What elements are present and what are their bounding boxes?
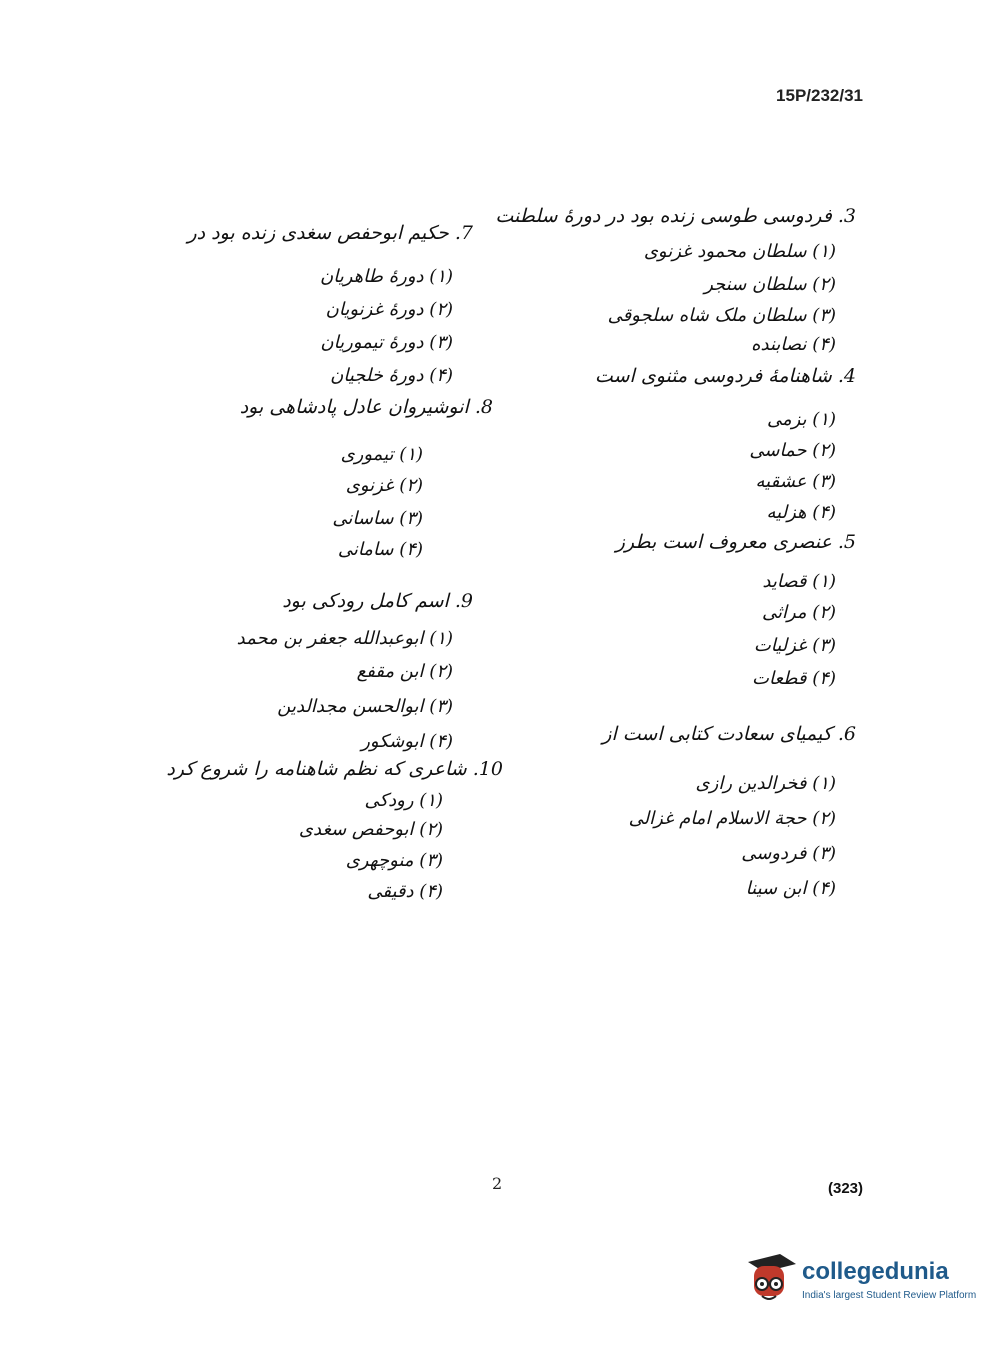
left-column [143, 222, 503, 902]
option: (۱) رودکی [364, 790, 443, 811]
option: (۳) فردوسی [741, 843, 836, 864]
paper-code: 15P/232/31 [776, 86, 863, 105]
question-8 [143, 396, 493, 560]
option: (۱) سلطان محمود غزنوی [643, 241, 836, 262]
option: (۲) سلطان سنجر [704, 274, 836, 295]
option: (۲) ابوحفص سغدی [298, 819, 443, 840]
option: (۳) منوچهری [345, 850, 443, 871]
question-9 [143, 590, 473, 752]
question-7 [143, 222, 473, 386]
question-text: 8. انوشیروان عادل پادشاهی بود [239, 396, 493, 418]
option: (۱) قصاید [762, 571, 836, 592]
question-text: 9. اسم کامل رودکی بود [282, 590, 473, 612]
option: (۳) عشقیه [755, 471, 836, 492]
option: (۳) غزلیات [753, 635, 836, 656]
option: (۲) دورهٔ غزنویان [325, 299, 453, 320]
option: (۲) ابن مقفع [356, 661, 453, 682]
question-5 [556, 531, 856, 689]
option: (۴) ابن سینا [745, 878, 836, 899]
option: (۱) فخرالدین رازی [695, 773, 836, 794]
question-text: 7. حکیم ابوحفص سغدی زنده بود در [187, 222, 473, 244]
mascot-icon [740, 1250, 800, 1310]
question-10 [143, 758, 503, 902]
option: (۱) ابوعبدالله جعفر بن محمد [236, 628, 453, 649]
question-6 [556, 723, 856, 899]
option: (۴) قطعات [752, 668, 836, 689]
question-text: 6. کیمیای سعادت کتابی است از [602, 723, 856, 745]
page-number: 2 [492, 1174, 503, 1193]
option: (۳) ساسانی [332, 508, 423, 529]
question-text: 5. عنصری معروف است بطرز [615, 531, 856, 553]
question-4 [556, 365, 856, 523]
option: (۳) دورهٔ تیموریان [320, 332, 453, 353]
question-text: 4. شاهنامهٔ فردوسی مثنوی است [594, 365, 856, 387]
collegedunia-logo [740, 1250, 977, 1310]
option: (۴) دقیقی [367, 881, 443, 902]
option: (۴) هزلیه [766, 502, 836, 523]
brand-name: collegedunia [802, 1258, 949, 1285]
option: (۱) تیموری [340, 444, 423, 465]
option: (۲) حماسی [749, 440, 836, 461]
option: (۲) مراثی [761, 602, 836, 623]
option: (۲) حجة الاسلام امام غزالی [628, 808, 836, 829]
option: (۳) سلطان ملک شاه سلجوقی [607, 305, 836, 326]
question-text: 10. شاعری که نظم شاهنامه را شروع کرد [166, 758, 503, 780]
option: (۲) غزنوی [345, 475, 423, 496]
option: (۳) ابوالحسن مجدالدین [277, 696, 453, 717]
booklet-code: (323) [828, 1180, 864, 1197]
option: (۱) بزمی [766, 409, 836, 430]
option: (۴) نصابنده [751, 334, 836, 355]
question-3 [495, 205, 856, 355]
option: (۴) دورهٔ خلجیان [330, 365, 453, 386]
option: (۴) سامانی [337, 539, 423, 560]
option: (۴) ابوشکور [361, 731, 453, 752]
right-column [495, 205, 856, 899]
question-text: 3. فردوسی طوسی زنده بود در دورهٔ سلطنت [495, 205, 856, 227]
option: (۱) دورهٔ طاهریان [320, 266, 453, 287]
brand-tagline: India's largest Student Review Platform [802, 1290, 977, 1301]
